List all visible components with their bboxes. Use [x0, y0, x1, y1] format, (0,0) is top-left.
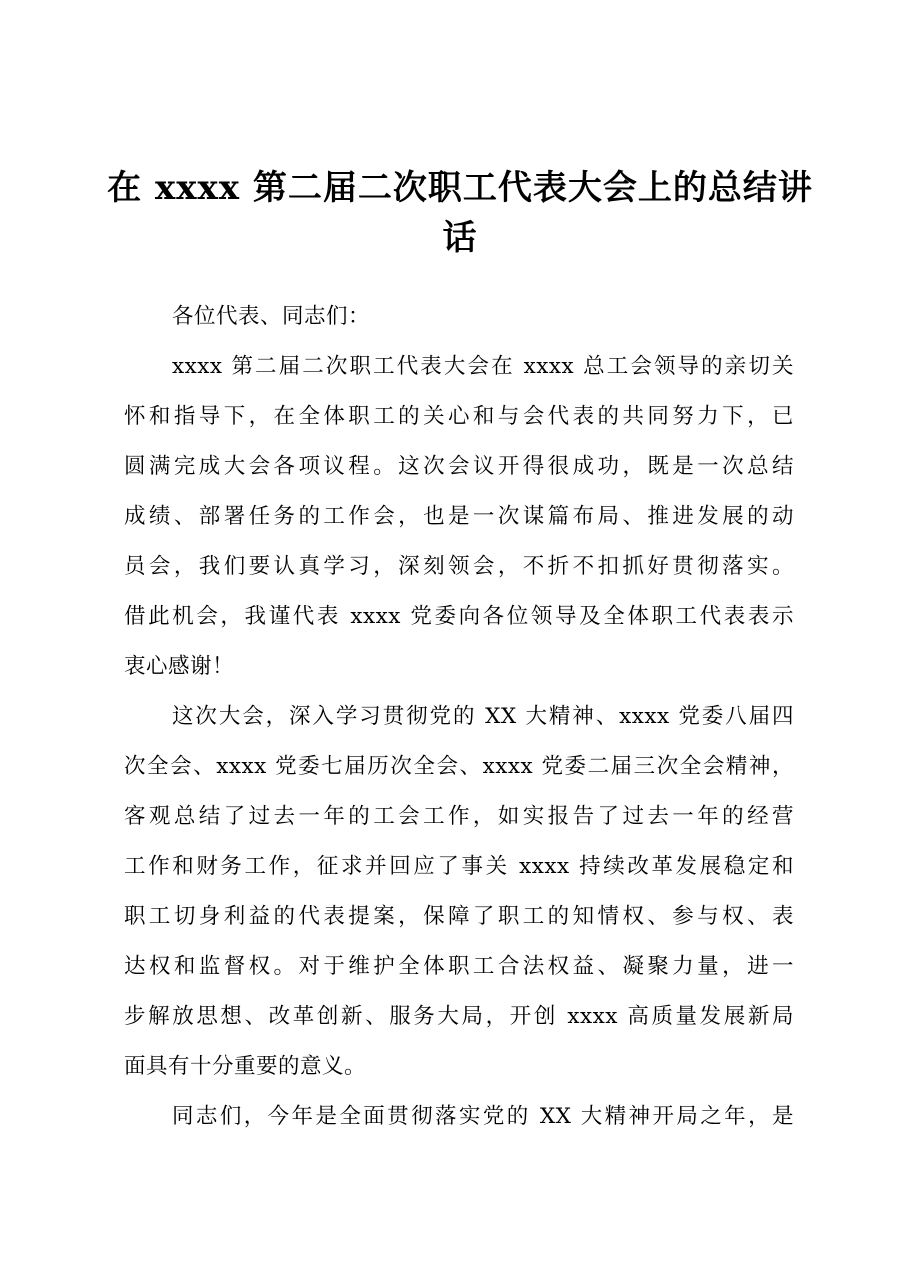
- paragraph-2-line-5: 职工切身利益的代表提案，保障了职工的知情权、参与权、表: [124, 904, 794, 929]
- paragraph-2-line-7: 步解放思想、改革创新、服务大局，开创 xxxx 高质量发展新局: [124, 1004, 794, 1029]
- paragraph-1-line-2: 怀和指导下，在全体职工的关心和与会代表的共同努力下，已: [124, 404, 794, 429]
- paragraph-2-line-8: 面具有十分重要的意义。: [124, 1054, 367, 1079]
- document-title-line-1: 在 xxxx 第二届二次职工代表大会上的总结讲: [107, 168, 813, 208]
- paragraph-2-line-4: 工作和财务工作，征求并回应了事关 xxxx 持续改革发展稳定和: [124, 854, 794, 879]
- paragraph-2-line-3: 客观总结了过去一年的工会工作，如实报告了过去一年的经营: [124, 804, 794, 829]
- paragraph-1-line-1: xxxx 第二届二次职工代表大会在 xxxx 总工会领导的亲切关: [172, 354, 794, 379]
- paragraph-1-line-5: 员会，我们要认真学习，深刻领会，不折不扣抓好贯彻落实。: [124, 554, 794, 579]
- paragraph-2-line-2: 次全会、xxxx 党委七届历次全会、xxxx 党委二届三次全会精神，: [124, 754, 794, 779]
- paragraph-1-line-6: 借此机会，我谨代表 xxxx 党委向各位领导及全体职工代表表示: [124, 604, 794, 629]
- document-title-line-2: 话: [442, 218, 478, 258]
- paragraph-3-line-1: 同志们，今年是全面贯彻落实党的 XX 大精神开局之年，是: [172, 1104, 794, 1129]
- paragraph-2-line-1: 这次大会，深入学习贯彻党的 XX 大精神、xxxx 党委八届四: [172, 704, 794, 729]
- paragraph-2-line-6: 达权和监督权。对于维护全体职工合法权益、凝聚力量，进一: [124, 954, 794, 979]
- salutation: 各位代表、同志们：: [172, 304, 371, 329]
- paragraph-1-line-3: 圆满完成大会各项议程。这次会议开得很成功，既是一次总结: [124, 454, 794, 479]
- paragraph-1-line-4: 成绩、部署任务的工作会，也是一次谋篇布局、推进发展的动: [124, 504, 794, 529]
- paragraph-1-line-7: 衷心感谢！: [124, 654, 235, 679]
